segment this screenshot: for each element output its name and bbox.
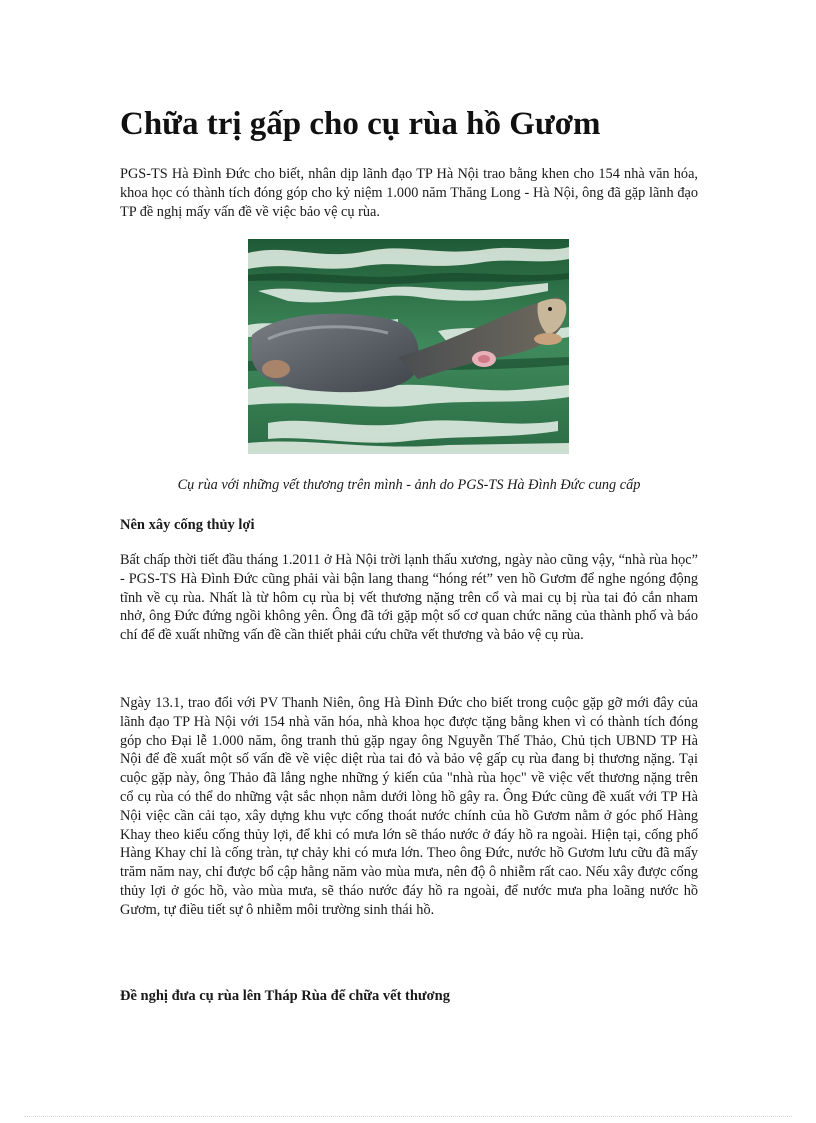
turtle-illustration bbox=[248, 239, 569, 454]
photo-caption: Cụ rùa với những vết thương trên mình - ảnh do PGS-TS Hà Đình Đức cung cấp bbox=[177, 477, 641, 493]
body-paragraph-1: Bất chấp thời tiết đầu tháng 1.2011 ở Hà Nội trời lạnh thấu xương, ngày nào cũng vậy, “nhà rùa học” - PGS-TS Hà Đình Đức cũng phải vài bận lang thang “hóng rét” ven hồ Gươm để nghe ngóng động tĩnh về cụ rùa. Nhất là từ hôm cụ rùa bị vết thương nặng trên cổ và mai cụ bị rùa tai đỏ cắn nham nhở, ông Đức đứng ngồi không yên. Ông đã tới gặp một số cơ quan chức năng của thành phố và báo chí để đề xuất những vấn đề cần thiết phải cứu chữa vết thương và bảo vệ cụ rùa. bbox=[120, 552, 698, 644]
article-title: Chữa trị gấp cho cụ rùa hồ Gươm bbox=[120, 106, 601, 142]
page-bottom-divider bbox=[24, 1116, 792, 1117]
section-heading-2: Đề nghị đưa cụ rùa lên Tháp Rùa để chữa vết thương bbox=[120, 988, 450, 1004]
body-paragraph-2: Ngày 13.1, trao đổi với PV Thanh Niên, ông Hà Đình Đức cho biết trong cuộc gặp gỡ mới đây của lãnh đạo TP Hà Nội với 154 nhà văn hóa, nhà khoa học được tặng bằng khen vì có thành tích đóng góp cho Đại lễ 1.000 năm, ông tranh thủ gặp ngay ông Nguyễn Thế Thảo, Chủ tịch UBND TP Hà Nội để đề xuất một số vấn đề về việc diệt rùa tai đỏ và bảo vệ gấp cụ rùa đang bị thương nặng. Tại cuộc gặp này, ông Thảo đã lắng nghe những ý kiến của "nhà rùa học" về việc vết thương nặng trên cổ cụ rùa có thể do những vật sắc nhọn nằm dưới lòng hồ gây ra. Ông Đức cũng đề xuất với TP Hà Nội việc cần cải tạo, xây dựng khu vực cống thoát nước chính của hồ Gươm nằm ở góc phố Hàng Khay theo kiểu cống thủy lợi, để khi có mưa lớn sẽ tháo nước ở đáy hồ ra ngoài. Hiện tại, cống phố Hàng Khay chỉ là cống tràn, tự chảy khi có mưa lớn. Theo ông Đức, nước hồ Gươm lưu cữu đã mấy trăm năm nay, chỉ được bổ cập hằng năm vào mùa mưa, nên độ ô nhiễm rất cao. Nếu xây được cống thủy lợi ở góc hồ, vào mùa mưa, sẽ tháo nước đáy hồ ra ngoài, để nước mưa pha loãng nước hồ Gươm, tự điều tiết sự ô nhiễm môi trường sinh thái hồ. bbox=[120, 695, 698, 918]
intro-paragraph: PGS-TS Hà Đình Đức cho biết, nhân dịp lãnh đạo TP Hà Nội trao bằng khen cho 154 nhà văn hóa, khoa học có thành tích đóng góp cho kỷ niệm 1.000 năm Thăng Long - Hà Nội, ông đã gặp lãnh đạo TP đề nghị mấy vấn đề về việc bảo vệ cụ rùa. bbox=[120, 166, 698, 220]
turtle-photo bbox=[248, 239, 569, 454]
section-heading-1: Nên xây cống thủy lợi bbox=[120, 517, 255, 533]
